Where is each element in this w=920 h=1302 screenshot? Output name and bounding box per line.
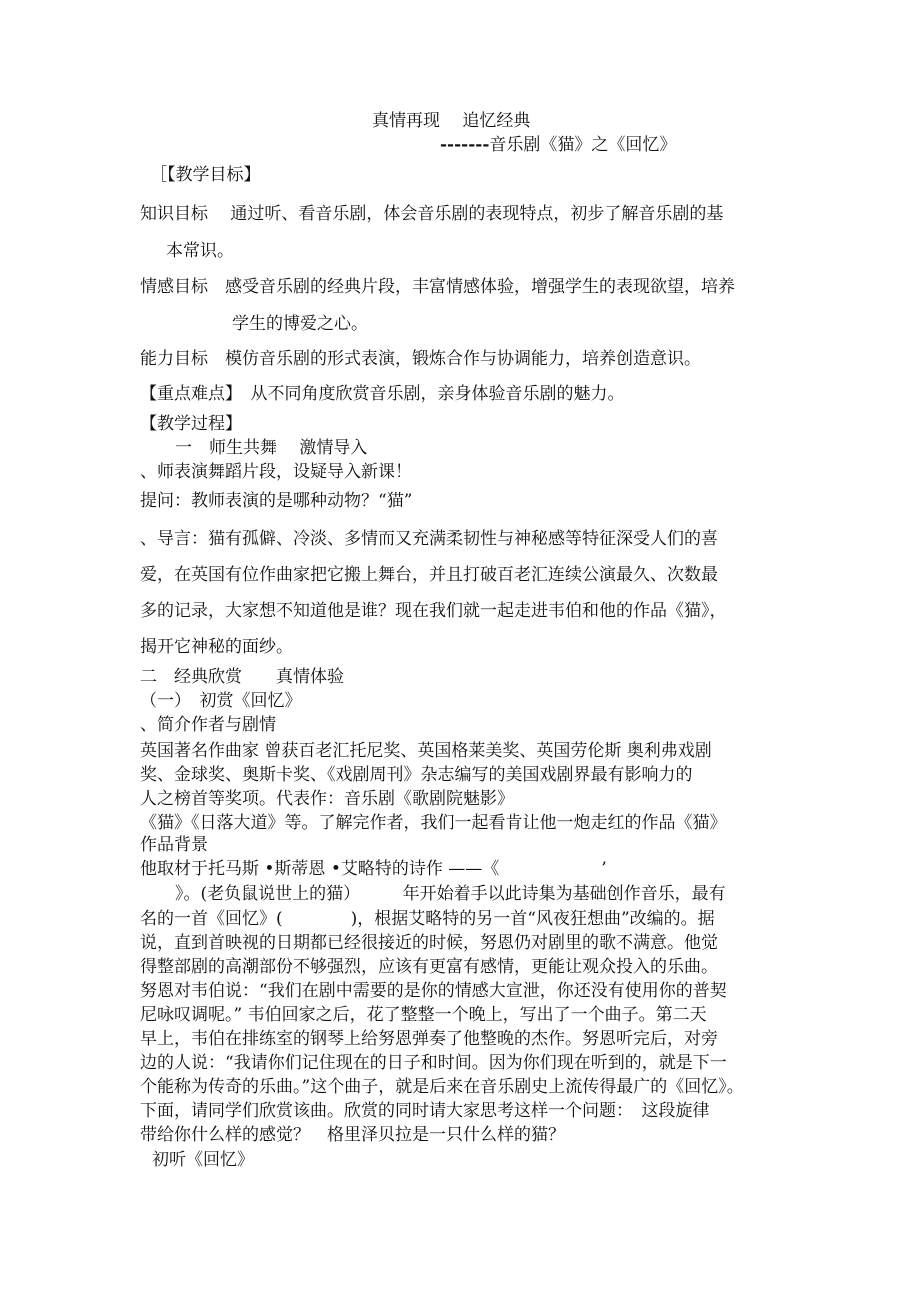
text-line: 爱，在英国有位作曲家把它搬上舞台，并且打破百老汇连续公演最久、次数最 <box>140 565 718 585</box>
text-line: 多的记录，大家想不知道他是谁？现在我们就一起走进韦伯和他的作品《猫》， <box>140 601 727 621</box>
section-heading-teaching-goals: ［【教学目标】 <box>150 165 261 185</box>
text-line: 作品背景 <box>140 835 208 855</box>
text-line: 、师表演舞蹈片段，设疑导入新课！ <box>140 462 412 482</box>
subsection-heading: 一 师生共舞 激情导入 <box>175 438 368 458</box>
text-line: 奖、金球奖、奥斯卡奖、《戏剧周刊》杂志编写的美国戏剧界最有影响力的 <box>140 765 693 785</box>
text-line: 得整部剧的高潮部份不够强烈，应该有更富有感情，更能让观众投入的乐曲。 <box>140 957 718 977</box>
section-heading-key-points: 【重点难点】 从不同角度欣赏音乐剧，亲身体验音乐剧的魅力。 <box>140 384 625 404</box>
text-line: 带给你什么样的感觉？ 格里泽贝拉是一只什么样的猫？ <box>140 1125 565 1145</box>
text-line: 、简介作者与剧情 <box>140 715 276 735</box>
subtitle-text: 音乐剧《猫》之《回忆》 <box>489 135 677 155</box>
text-line: 努恩对韦伯说：“我们在剧中需要的是你的情感大宣泄，你还没有使用你的普契 <box>140 981 727 1001</box>
document-subtitle <box>440 134 676 156</box>
text-line: 、导言：猫有孤僻、冷淡、多情而又充满柔韧性与神秘感等特征深受人们的喜 <box>140 529 718 549</box>
text-line: 他取材于托马斯 •斯蒂恩 •艾略特的诗作 ——《 ’ <box>140 859 607 879</box>
text-line: 情感目标 感受音乐剧的经典片段，丰富情感体验，增强学生的表现欲望，培养 <box>140 277 735 297</box>
text-line: 学生的博爱之心。 <box>232 314 368 334</box>
text-line: 个能称为传奇的乐曲。”这个曲子，就是后来在音乐剧史上流传得最广的《回忆》。 <box>140 1077 744 1097</box>
text-line: 下面，请同学们欣赏该曲。欣赏的同时请大家思考这样一个问题： 这段旋律 <box>140 1101 710 1121</box>
document-title: 真情再现 追忆经典 <box>372 111 531 131</box>
text-line: 《猫》《日落大道》等。了解完作者，我们一起看肯让他一炮走红的作品《猫》 <box>140 813 727 833</box>
text-line: 尼咏叹调呢。” 韦伯回家之后，花了整整一个晚上，写出了一个曲子。第二天 <box>140 1005 707 1025</box>
text-line: 提问：教师表演的是哪种动物？“猫” <box>140 491 413 511</box>
text-line: 初听《回忆》 <box>152 1150 254 1170</box>
text-line: 能力目标 模仿音乐剧的形式表演，锻炼合作与协调能力，培养创造意识。 <box>140 349 701 369</box>
subtitle-dashes: ------- <box>440 135 490 155</box>
section-heading-teaching-process: 【教学过程】 <box>140 414 242 434</box>
text-line: 人之榜首等奖项。代表作：音乐剧《歌剧院魅影》 <box>140 789 514 809</box>
text-line: 边的人说：“我请你们记住现在的日子和时间。因为你们现在听到的，就是下一 <box>140 1053 727 1073</box>
text-line: 本常识。 <box>166 241 234 261</box>
text-line: 英国著名作曲家 曾获百老汇托尼奖、英国格莱美奖、英国劳伦斯 奥利弗戏剧 <box>140 741 712 761</box>
text-line: 揭开它神秘的面纱。 <box>140 637 293 657</box>
subsection-heading: 二 经典欣赏 真情体验 <box>140 667 344 687</box>
text-line: 》。(老负鼠说世上的猫） 年开始着手以此诗集为基础创作音乐，最有 <box>175 884 726 904</box>
subsection-heading: （一） 初赏《回忆》 <box>140 691 302 711</box>
text-line: 说，直到首映视的日期都已经很接近的时候，努恩仍对剧里的歌不满意。他觉 <box>140 933 718 953</box>
text-line: 知识目标 通过听、看音乐剧，体会音乐剧的表现特点，初步了解音乐剧的基 <box>140 204 724 224</box>
text-line: 早上，韦伯在排练室的钢琴上给努恩弹奏了他整晚的杰作。努恩听完后，对旁 <box>140 1029 718 1049</box>
text-line: 名的一首《回忆》( )，根据艾略特的另一首“风夜狂想曲”改编的。据 <box>140 909 715 929</box>
